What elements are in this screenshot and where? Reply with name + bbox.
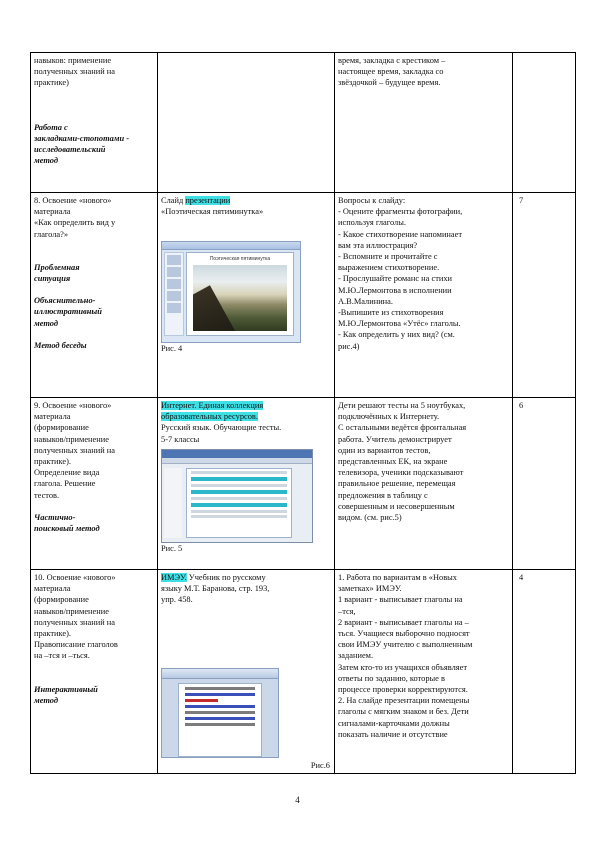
method-label: Интерактивный xyxy=(34,684,98,694)
method-label: Работа с xyxy=(34,122,68,132)
method-label: Метод беседы xyxy=(34,340,87,350)
table-row xyxy=(31,193,576,398)
resource-cell: ИМЭУ. Учебник по русскому языку М.Т. Баранова, стр. 193, упр. 458. Рис.6 xyxy=(158,570,335,774)
method-label: Объяснительно- xyxy=(34,296,96,306)
test-website-screenshot-image xyxy=(161,449,313,543)
time-cell: 6 xyxy=(513,398,576,570)
presentation-screenshot-image xyxy=(161,241,301,343)
lesson-plan-table xyxy=(30,52,576,774)
method-label: Проблемная xyxy=(34,262,80,272)
table-row xyxy=(31,398,576,570)
figure-caption: Рис. 5 xyxy=(161,543,183,553)
table-row xyxy=(31,570,576,774)
slide-title: Поэтическая пятиминутка xyxy=(209,256,271,263)
presentation-link[interactable]: презентации xyxy=(185,196,231,205)
activity-cell: время, закладка с крестиком – настоящее время, закладка со звёздочкой – будущее время. xyxy=(335,53,513,193)
activity-cell: Дети решают тесты на 5 ноутбуках, подключённых к Интернету. С остальными ведётся фронтальная работа. Учитель демонстрирует один из вариантов тестов, представленных ЕК, на экране телевизора, ученики подсказывают правильное решение, перемещая предложения в таблицу с совершенным и несовершенным видом. (см. рис.5) xyxy=(335,398,513,570)
stage-cell: 10. Освоение «нового» материала (формирование навыков/применение полученных знаний на практике). Правописание глаголов на –тся и –ться. Интерактивный метод xyxy=(31,570,158,774)
time-cell: 7 xyxy=(513,193,576,398)
landscape-photo xyxy=(193,265,287,331)
table-row xyxy=(31,53,576,193)
figure-caption: Рис. 4 xyxy=(161,344,183,354)
imeu-link[interactable]: ИМЭУ. xyxy=(161,573,187,582)
internet-collection-link[interactable]: Интернет. Единая коллекция xyxy=(161,401,264,410)
stage-cell: 8. Освоение «нового» материала «Как определить вид у глагола?» Проблемная ситуация Объяснительно- иллюстративный метод Метод беседы xyxy=(31,193,158,398)
stage-cell: 9. Освоение «нового» материала (формирование навыков/применение полученных знаний на практике). Определение вида глагола. Решение тестов. Частично- поисковый метод xyxy=(31,398,158,570)
time-cell xyxy=(513,53,576,193)
stage-cell: навыков: применение полученных знаний на практике) Работа с закладками-стопотами - исследовательский метод xyxy=(31,53,158,193)
resource-cell xyxy=(158,53,335,193)
activity-cell: 1. Работа по вариантам в «Новых заметках» ИМЭУ. 1 вариант - выписывает глаголы на –тся, 2 вариант - выписывает глаголы на – ться. Учащиеся выборочно подносят свои ИМЭУ учителю с выполненным заданием. Затем кто-то из учащихся объявляет ответы по заданию, которые в процессе проверки корректируются. 2. На слайде презентации помещены глаголы с мягким знаком и без. Дети сигналами-карточками должны показать наличие и отсутствие xyxy=(335,570,513,774)
resource-cell: Слайд презентации «Поэтическая пятиминутка» Поэтическая пятиминутка Рис. 4 xyxy=(158,193,335,398)
resource-cell: Интернет. Единая коллекция образовательных ресурсов. Русский язык. Обучающие тесты. 5-7 классы Рис. 5 xyxy=(158,398,335,570)
imeu-screenshot-image xyxy=(161,668,279,758)
time-cell: 4 xyxy=(513,570,576,774)
method-label: Частично- xyxy=(34,512,76,522)
page-number: 4 xyxy=(295,795,300,805)
figure-caption: Рис.6 xyxy=(310,760,330,770)
activity-cell: Вопросы к слайду: - Оцените фрагменты фотографии, используя глаголы. - Какое стихотворение напоминает вам эта иллюстрация? - Вспомните и прочитайте с выражением стихотворение. - Прослушайте романс на стихи М.Ю.Лермонтова в исполнении А.В.Малинина. -Выпишите из стихотворения М.Ю.Лермонтова «Утёс» глаголы. - Как определить у них вид? (см. рис.4) xyxy=(335,193,513,398)
